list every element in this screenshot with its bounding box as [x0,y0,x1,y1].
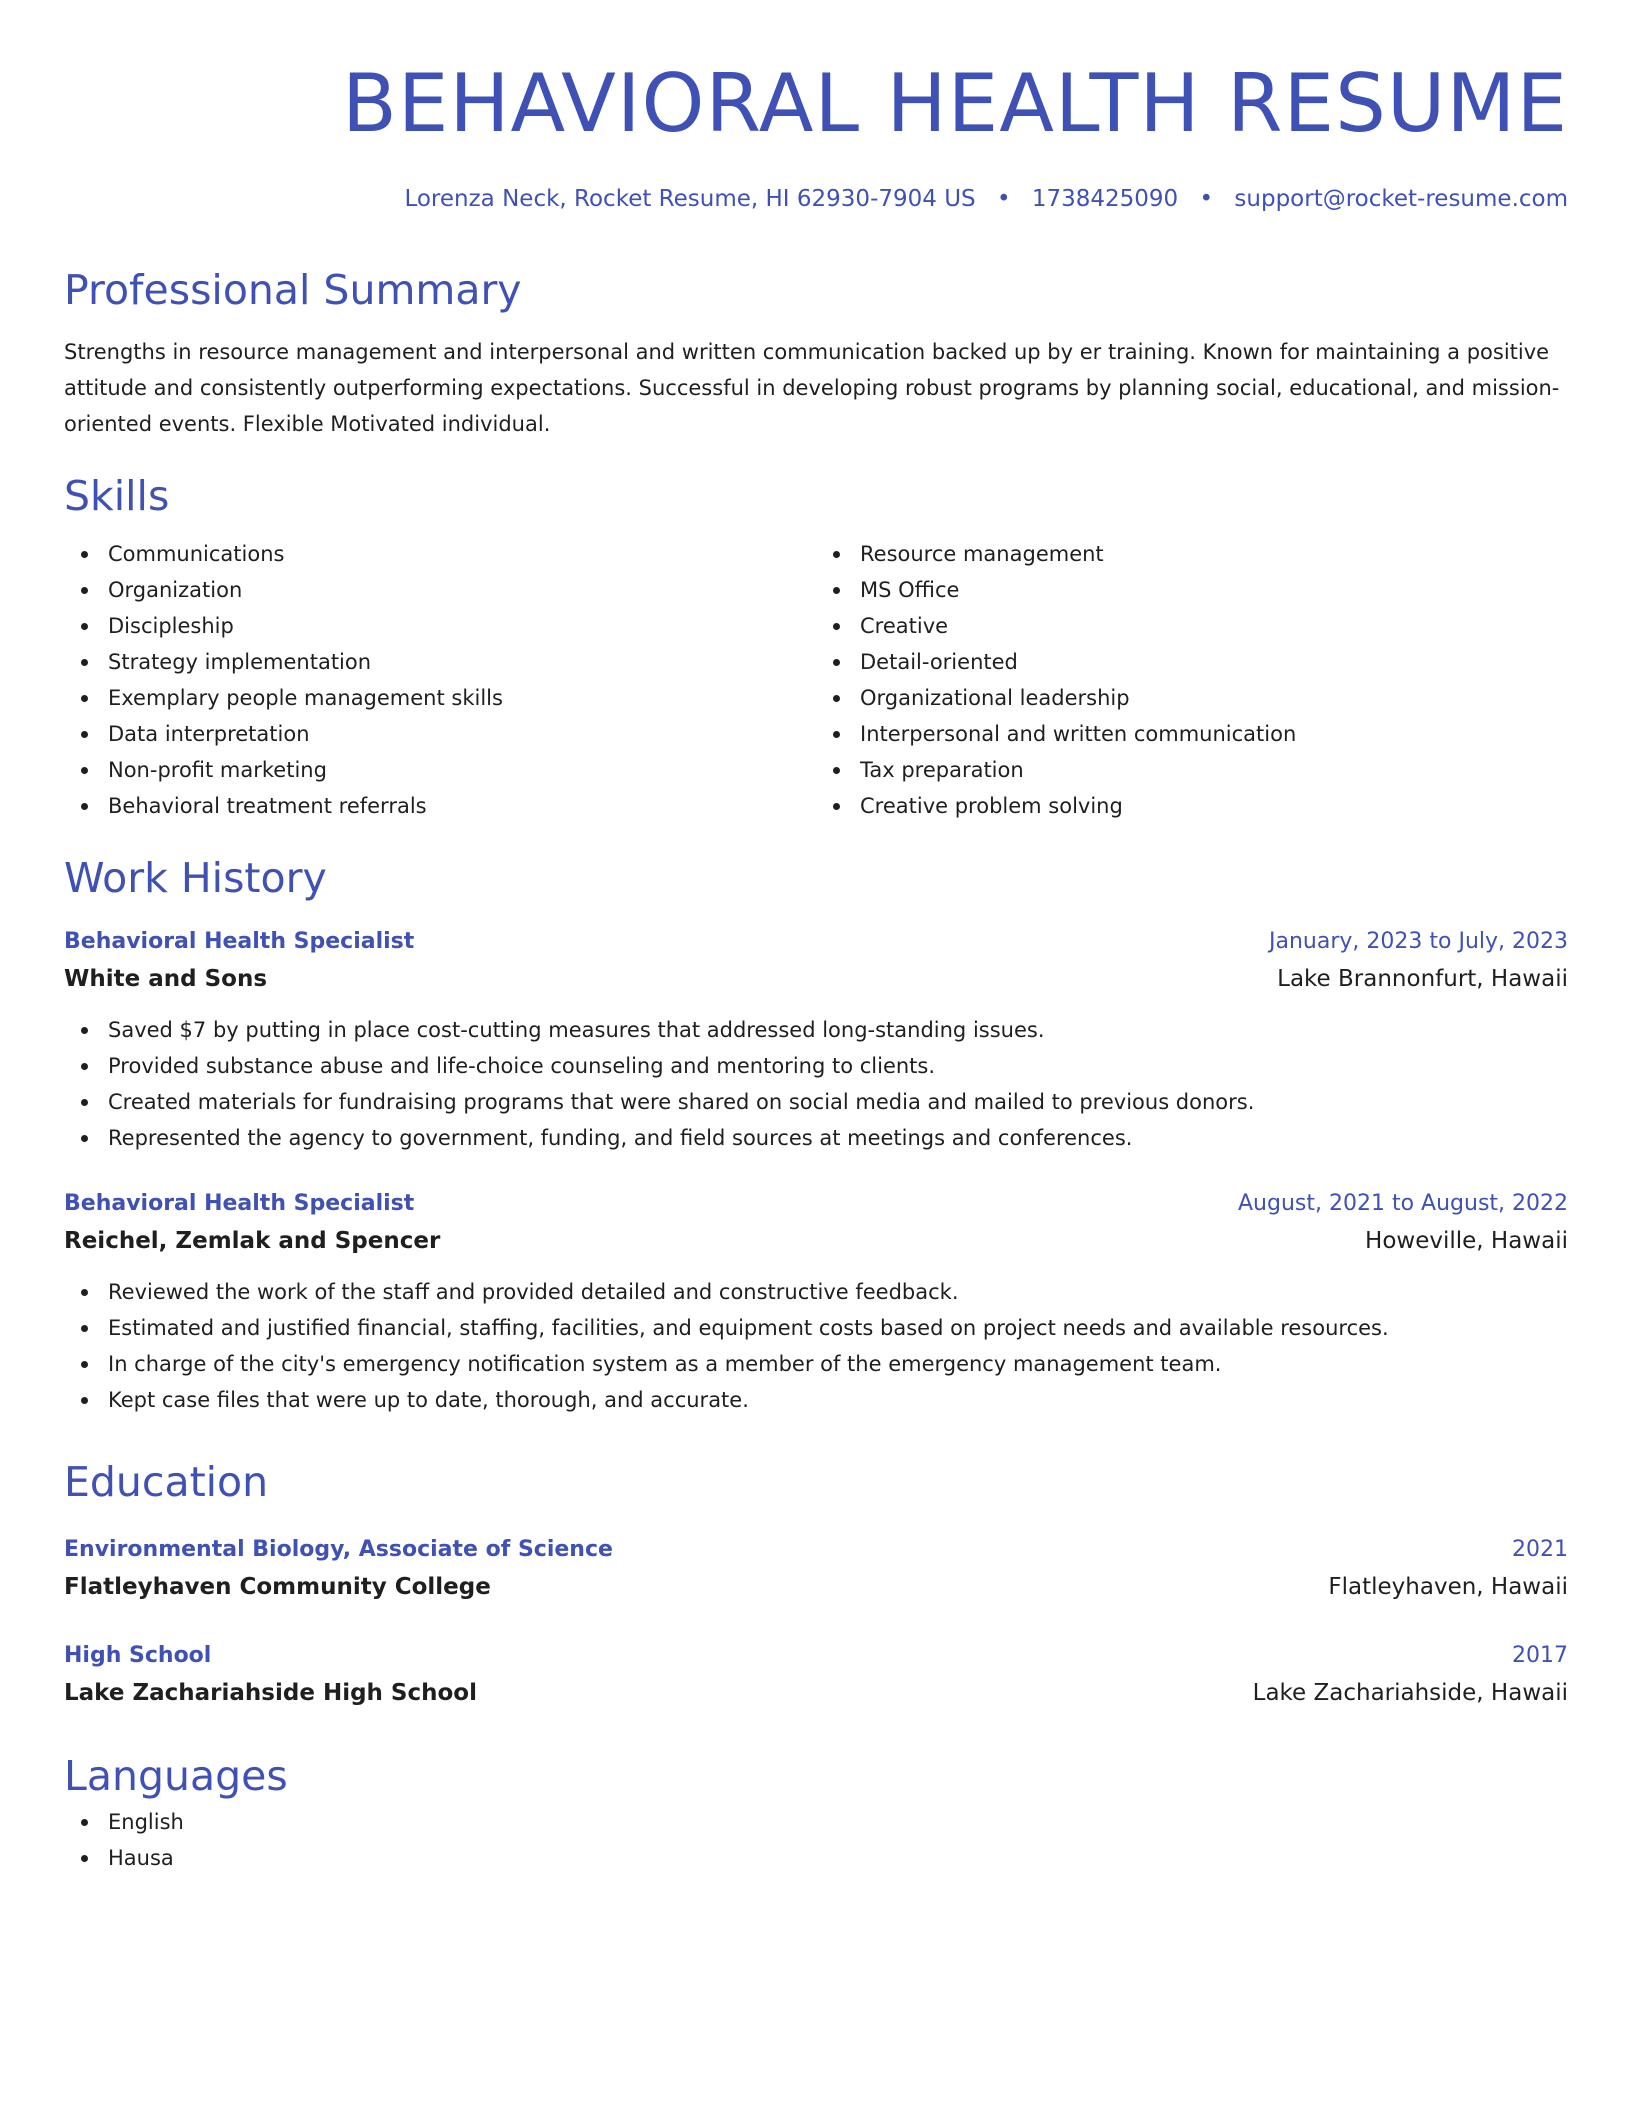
skill-item: Strategy implementation [108,644,816,680]
education-school-row [64,1674,1568,1712]
education-entry [64,1532,1568,1606]
skill-item: Tax preparation [860,752,1568,788]
skills-heading: Skills [64,472,170,520]
job-title: Behavioral Health Specialist [64,929,415,954]
skill-item: Discipleship [108,608,816,644]
job-title-row [64,1186,1568,1222]
education-degree-row [64,1532,1568,1568]
skill-item: Creative [860,608,1568,644]
job-company-row [64,960,1568,998]
job-dates: January, 2023 to July, 2023 [1269,929,1568,954]
skills-list-left [64,536,816,824]
job-bullet: Provided substance abuse and life-choice counseling and mentoring to clients. [108,1048,1568,1084]
contact-separator: • [996,186,1011,212]
skill-item: Behavioral treatment referrals [108,788,816,824]
education-degree-row [64,1638,1568,1674]
education-year: 2021 [1512,1537,1568,1562]
work-history-heading: Work History [64,854,327,902]
skill-item: Resource management [860,536,1568,572]
job-bullet: Kept case files that were up to date, thorough, and accurate. [108,1382,1568,1418]
summary-section [64,262,1568,442]
education-location: Flatleyhaven, Hawaii [1328,1574,1568,1600]
skills-grid [64,536,1568,824]
summary-heading: Professional Summary [64,266,522,314]
education-degree: High School [64,1643,212,1668]
resume-title: BEHAVIORAL HEALTH RESUME [341,57,1568,150]
languages-heading: Languages [64,1752,288,1800]
skill-item: Non-profit marketing [108,752,816,788]
job-bullets [64,1012,1568,1156]
job-entry [64,924,1568,1156]
job-bullets [64,1274,1568,1418]
skills-list-right [816,536,1568,824]
skill-item: Detail-oriented [860,644,1568,680]
job-bullet: In charge of the city's emergency notification system as a member of the emergency management team. [108,1346,1568,1382]
skill-item: Exemplary people management skills [108,680,816,716]
job-location: Lake Brannonfurt, Hawaii [1277,966,1568,992]
job-location: Howeville, Hawaii [1365,1228,1568,1254]
skill-item: MS Office [860,572,1568,608]
skills-section [64,468,1568,824]
skill-item: Communications [108,536,816,572]
contact-address: Lorenza Neck, Rocket Resume, HI 62930-7904 US [404,186,976,212]
education-school-row [64,1568,1568,1606]
job-company: Reichel, Zemlak and Spencer [64,1228,441,1254]
skill-item: Organization [108,572,816,608]
job-bullet: Reviewed the work of the staff and provided detailed and constructive feedback. [108,1274,1568,1310]
skill-item: Organizational leadership [860,680,1568,716]
skills-column-right [816,536,1568,824]
education-heading: Education [64,1458,269,1506]
job-title: Behavioral Health Specialist [64,1191,415,1216]
education-school: Lake Zachariahside High School [64,1680,477,1706]
contact-separator: • [1199,186,1214,212]
job-bullet: Created materials for fundraising programs that were shared on social media and mailed to previous donors. [108,1084,1568,1120]
job-company: White and Sons [64,966,268,992]
job-entry [64,1186,1568,1418]
job-bullet: Estimated and justified financial, staffing, facilities, and equipment costs based on project needs and available resources. [108,1310,1568,1346]
job-bullet: Saved $7 by putting in place cost-cutting measures that addressed long-standing issues. [108,1012,1568,1048]
contact-line [64,186,1568,212]
education-entry [64,1638,1568,1712]
skills-column-left [64,536,816,824]
skill-item: Creative problem solving [860,788,1568,824]
job-bullet: Represented the agency to government, funding, and field sources at meetings and conferences. [108,1120,1568,1156]
education-degree: Environmental Biology, Associate of Science [64,1537,613,1562]
summary-text: Strengths in resource management and interpersonal and written communication backed up by er training. Known for maintaining a positive attitude and consistently outperforming expectations. Successful in developing robust programs by planning social, educational, and mission-oriented events. Flexible Motivated individual. [64,340,1560,436]
contact-phone: 1738425090 [1031,186,1179,212]
language-item: Hausa [108,1840,1568,1876]
languages-section [64,1748,1568,1876]
job-title-row [64,924,1568,960]
skill-item: Data interpretation [108,716,816,752]
languages-list [64,1804,1568,1876]
education-year: 2017 [1512,1643,1568,1668]
work-history-section [64,850,1568,1418]
education-location: Lake Zachariahside, Hawaii [1252,1680,1568,1706]
job-dates: August, 2021 to August, 2022 [1238,1191,1568,1216]
job-company-row [64,1222,1568,1260]
education-section [64,1454,1568,1712]
education-school: Flatleyhaven Community College [64,1574,491,1600]
skill-item: Interpersonal and written communication [860,716,1568,752]
contact-email: support@rocket-resume.com [1234,186,1568,212]
language-item: English [108,1804,1568,1840]
